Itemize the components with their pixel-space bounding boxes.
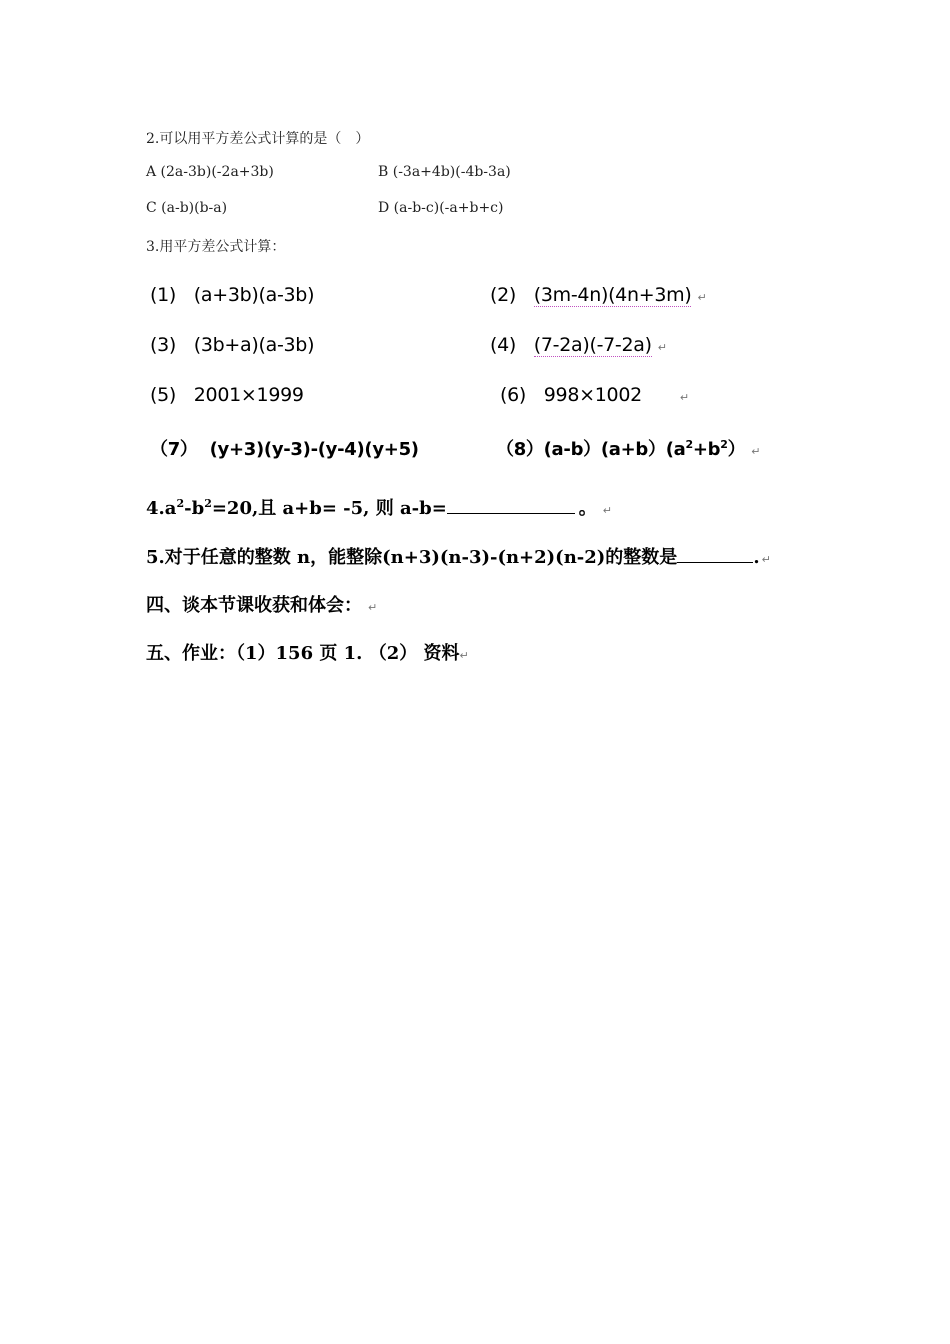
q2-option-d: D (a-b-c)(-a+b+c) xyxy=(378,200,504,216)
paragraph-mark: ↵ xyxy=(751,445,761,458)
q3-item-7-num: （7） xyxy=(150,439,198,460)
paragraph-mark: ↵ xyxy=(459,649,469,662)
q3-item-5-expr: 2001×1999 xyxy=(193,384,304,406)
q3-item-8 xyxy=(496,435,760,461)
q4-rest: =20,且 a+b= -5, 则 a-b= xyxy=(211,498,447,519)
section-5-heading xyxy=(146,639,469,665)
q3-item-7-expr: (y+3)(y-3)-(y-4)(y+5) xyxy=(209,439,419,460)
paragraph-mark: ↵ xyxy=(657,341,667,354)
q3-item-5 xyxy=(150,384,304,406)
section-5-text: 五、作业：（1）156 页 1. （2） 资料 xyxy=(146,643,460,664)
q3-item-1-num: (1) xyxy=(150,284,177,306)
q5-line xyxy=(146,543,771,569)
q3-item-6-num: (6) xyxy=(500,384,527,406)
q5-answer-blank[interactable] xyxy=(677,546,753,563)
q3-item-8-expr-part2: +b xyxy=(692,439,721,460)
q3-title: 3.用平方差公式计算： xyxy=(146,239,286,255)
q4-mid: -b xyxy=(184,498,205,519)
q3-item-7 xyxy=(150,435,419,461)
q4-end: 。 xyxy=(578,498,597,519)
section-4-heading xyxy=(146,591,377,617)
q4-line xyxy=(146,494,612,520)
paragraph-mark: ↵ xyxy=(368,601,378,614)
q2-option-c: C (a-b)(b-a) xyxy=(146,200,228,216)
q3-item-3 xyxy=(150,334,314,356)
q5-end: . xyxy=(753,547,760,568)
q3-item-8-num: （8） xyxy=(496,439,544,460)
paragraph-mark: ↵ xyxy=(697,291,707,304)
q3-item-3-num: (3) xyxy=(150,334,177,356)
section-4-text: 四、谈本节课收获和体会： xyxy=(146,595,362,616)
q3-item-4 xyxy=(490,334,667,356)
q4-prefix: 4.a xyxy=(146,498,177,519)
q2-title: 2.可以用平方差公式计算的是（ ） xyxy=(146,131,370,147)
q5-text: 5.对于任意的整数 n，能整除(n+3)(n-3)-(n+2)(n-2)的整数是 xyxy=(146,547,678,568)
q3-item-6 xyxy=(500,384,689,406)
q4-exp-b: 2 xyxy=(204,497,212,510)
q4-exp-a: 2 xyxy=(176,497,185,510)
q2-option-b: B (-3a+4b)(-4b-3a) xyxy=(378,164,511,180)
q3-item-8-exp2: 2 xyxy=(720,438,728,451)
q3-item-8-expr-part3: ） xyxy=(727,439,746,460)
paragraph-mark: ↵ xyxy=(761,553,771,566)
q3-item-6-expr: 998×1002 xyxy=(543,384,642,406)
q3-item-8-exp1: 2 xyxy=(685,438,693,451)
q3-item-5-num: (5) xyxy=(150,384,177,406)
paragraph-mark: ↵ xyxy=(602,504,613,517)
q3-item-1 xyxy=(150,284,314,306)
q3-item-4-num: (4) xyxy=(490,334,517,356)
q3-item-1-expr: (a+3b)(a-3b) xyxy=(193,284,315,306)
paragraph-mark: ↵ xyxy=(679,391,689,404)
q3-item-4-expr: (7-2a)(-7-2a) xyxy=(533,334,652,356)
q3-item-2-num: (2) xyxy=(490,284,517,306)
q4-answer-blank[interactable] xyxy=(447,497,575,514)
q3-item-2-expr: (3m-4n)(4n+3m) xyxy=(533,284,692,306)
q3-item-3-expr: (3b+a)(a-3b) xyxy=(193,334,315,356)
q2-option-a: A (2a-3b)(-2a+3b) xyxy=(146,164,274,180)
q3-item-8-expr-part1: (a-b）(a+b）(a xyxy=(543,439,686,460)
q3-item-2 xyxy=(490,284,706,306)
